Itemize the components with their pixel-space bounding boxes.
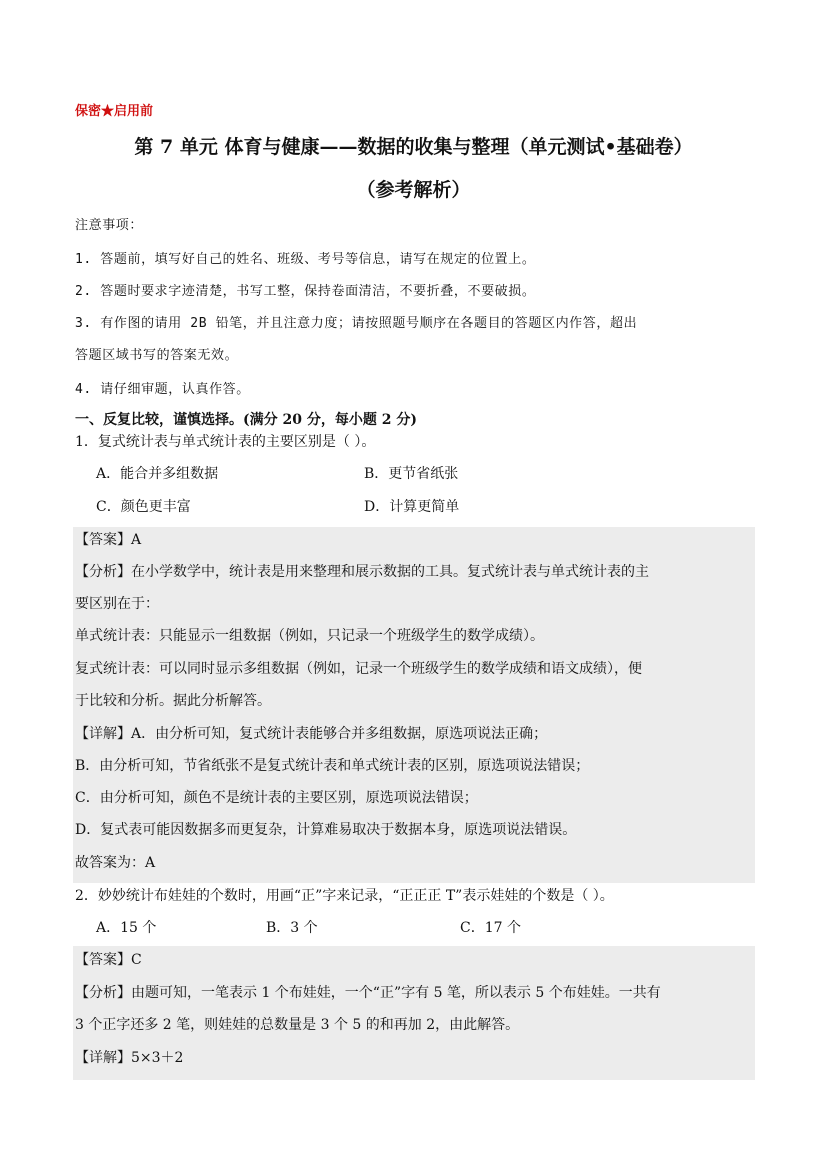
q2-detail: 【详解】5×3＋2 [75,1050,184,1066]
question-2-stem: 2．妙妙统计布娃娃的个数时，用画“正”字来记录，“正正正 T”表示娃娃的个数是（ ）。 [75,888,614,904]
q1-conclusion: 故答案为：A [75,855,156,871]
q1-detail-line: D．复式表可能因数据多而更复杂，计算难易取决于数据本身，原选项说法错误。 [75,822,577,838]
page-subtitle: （参考解析） [356,179,471,201]
q1-analysis-line: 于比较和分析。据此分析解答。 [75,693,271,709]
q2-analysis-line: 3 个正字还多 2 笔，则娃娃的总数量是 3 个 5 的和再加 2，由此解答。 [75,1017,520,1033]
q2-answer: 【答案】C [75,952,142,968]
q1-option-c: C．颜色更丰富 [96,499,191,515]
q1-detail-line: 【详解】A．由分析可知，复式统计表能够合并多组数据，原选项说法正确； [75,726,548,742]
q1-option-b: B．更节省纸张 [364,466,459,482]
notice-item: 1. 答题前，填写好自己的姓名、班级、考号等信息，请写在规定的位置上。 [75,252,536,267]
q2-option-c: C．17 个 [460,920,521,936]
notice-item: 答题区域书写的答案无效。 [75,348,239,363]
q2-option-b: B．3 个 [266,920,318,936]
notice-item: 4. 请仔细审题，认真作答。 [75,382,250,397]
q1-analysis-line: 复式统计表：可以同时显示多组数据（例如，记录一个班级学生的数学成绩和语文成绩），便 [75,661,642,677]
section-heading: 一、反复比较，谨慎选择。(满分 20 分，每小题 2 分) [75,412,417,428]
q2-analysis-line: 【分析】由题可知，一笔表示 1 个布娃娃，一个“正”字有 5 笔，所以表示 5 个布娃娃。一共有 [75,985,661,1001]
q1-analysis-line: 单式统计表：只能显示一组数据（例如，只记录一个班级学生的数学成绩）。 [75,628,544,644]
question-1-stem: 1．复式统计表与单式统计表的主要区别是（ ）。 [75,434,376,450]
page-title: 第 7 单元 体育与健康——数据的收集与整理（单元测试•基础卷） [134,136,693,158]
q2-option-a: A．15 个 [96,920,157,936]
q1-option-d: D．计算更简单 [364,499,460,515]
q1-detail-line: C．由分析可知，颜色不是统计表的主要区别，原选项说法错误； [75,790,478,806]
q1-analysis-line: 【分析】在小学数学中，统计表是用来整理和展示数据的工具。复式统计表与单式统计表的主 [75,564,649,580]
q1-analysis-line: 要区别在于： [75,596,159,612]
notice-item: 2. 答题时要求字迹清楚，书写工整，保持卷面清洁，不要折叠，不要破损。 [75,284,536,299]
q1-option-a: A．能合并多组数据 [96,466,219,482]
q1-answer: 【答案】A [75,532,142,548]
q1-detail-line: B．由分析可知，节省纸张不是复式统计表和单式统计表的区别，原选项说法错误； [75,758,590,774]
confidential-label: 保密★启用前 [75,104,154,119]
notice-item: 3. 有作图的请用 2B 铅笔，并且注意力度；请按照题号顺序在各题目的答题区内作答，超出 [75,316,638,331]
notice-heading: 注意事项： [75,218,144,233]
